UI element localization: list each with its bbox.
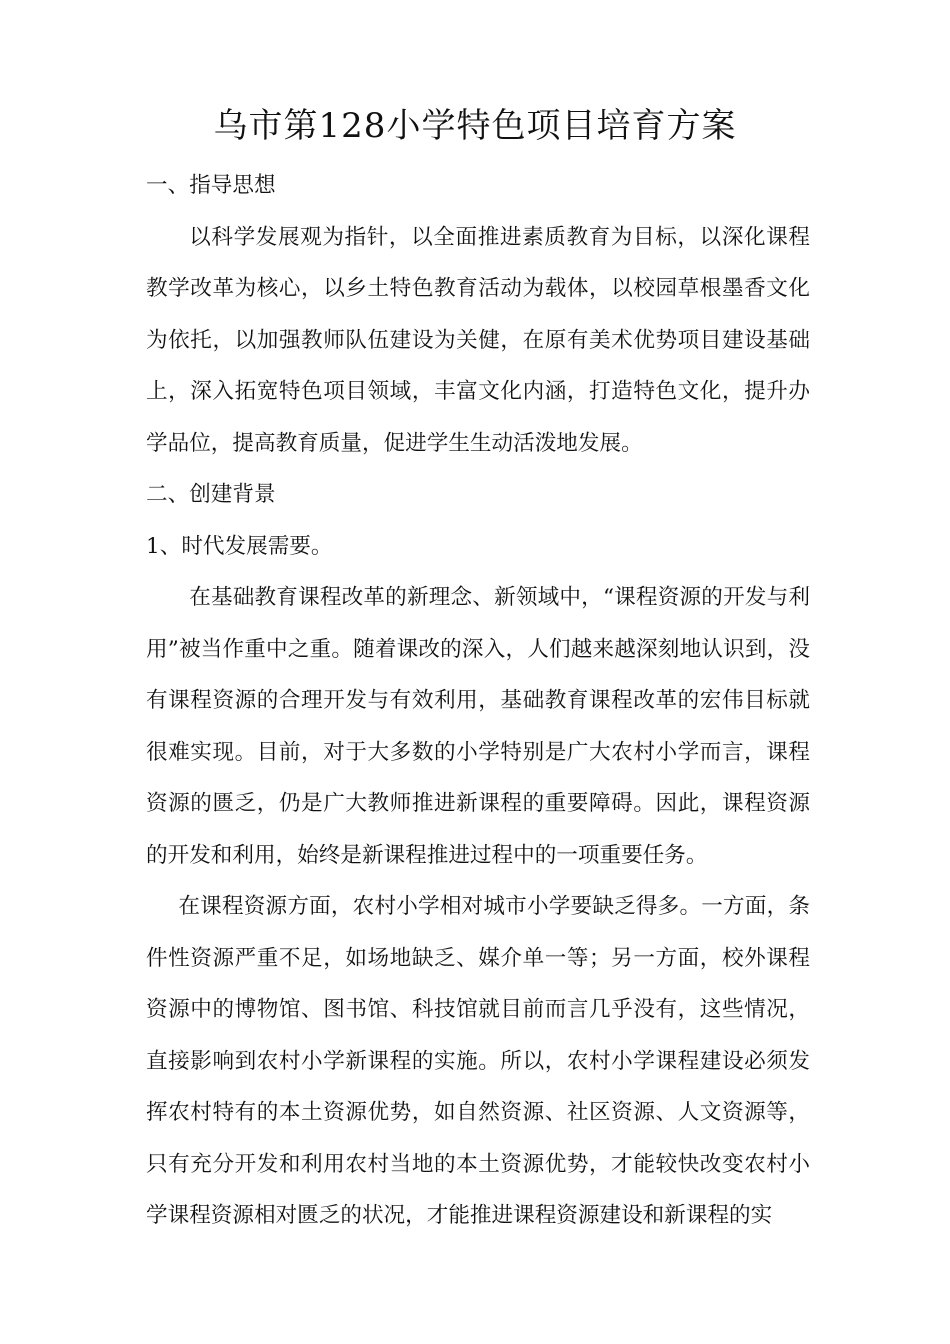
paragraph-rural-resources: 在课程资源方面，农村小学相对城市小学要缺乏得多。一方面，条件性资源严重不足，如场地缺乏、媒介单一等；另一方面，校外课程资源中的博物馆、图书馆、科技馆就目前而言几乎没有，这些情况，直接影响到农村小学新课程的实施。所以，农村小学课程建设必须发挥农村特有的本土资源优势，如自然资源、社区资源、人文资源等，只有充分开发和利用农村当地的本土资源优势，才能较快改变农村小学课程资源相对匮乏的状况，才能推进课程资源建设和新课程的实 <box>146 894 810 1228</box>
document-title: 乌市第128小学特色项目培育方案 <box>213 106 737 146</box>
paragraph-guiding-thought: 以科学发展观为指针，以全面推进素质教育为目标，以深化课程教学改革为核心，以乡土特色教育活动为载体，以校园草根墨香文化为依托，以加强教师队伍建设为关健，在原有美术优势项目建设基础上，深入拓宽特色项目领域，丰富文化内涵，打造特色文化，提升办学品位，提高教育质量，促进学生生动活泼地发展。 <box>146 224 810 456</box>
document-body <box>146 160 810 1242</box>
section-heading-guiding-thought: 一、指导思想 <box>146 173 276 198</box>
paragraph-curriculum-reform: 在基础教育课程改革的新理念、新领域中，“课程资源的开发与利用”被当作重中之重。随着课改的深入，人们越来越深刻地认识到，没有课程资源的合理开发与有效利用，基础教育课程改革的宏伟目标就很难实现。目前，对于大多数的小学特别是广大农村小学而言，课程资源的匮乏，仍是广大教师推进新课程的重要障碍。因此，课程资源的开发和利用，始终是新课程推进过程中的一项重要任务。 <box>146 585 810 868</box>
section-heading-background: 二、创建背景 <box>146 482 276 507</box>
subheading-era-development: 1、时代发展需要。 <box>146 533 333 559</box>
